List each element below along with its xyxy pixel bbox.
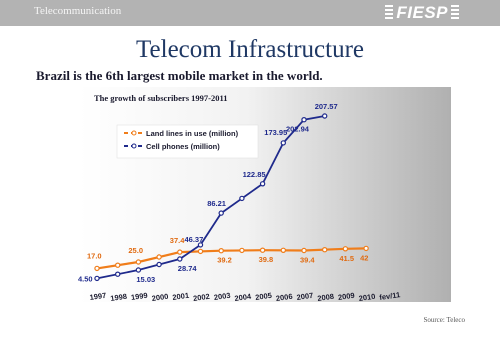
data-label-land-lines-1997: 17.0	[87, 251, 102, 261]
logo-text: FIESP	[396, 3, 448, 22]
data-label-land-lines-1999: 25.0	[128, 246, 144, 255]
data-point-land-lines-1997	[95, 266, 99, 270]
data-label-cell-phones-2006: 173.95	[264, 127, 288, 137]
legend-marker-land-lines	[132, 131, 136, 135]
x-tick-label-1999: 1999	[130, 290, 149, 302]
data-label-cell-phones-2005: 122.85	[242, 169, 266, 179]
legend-label-land-lines: Land lines in use (million)	[146, 129, 239, 138]
data-label-cell-phones-1999: 15.03	[136, 275, 156, 284]
x-tick-label-2003: 2003	[213, 290, 232, 302]
data-point-land-lines-1998	[116, 263, 120, 267]
x-tick-label-fev-11: fev/11	[378, 290, 401, 302]
data-label-land-lines-2001: 37.4	[169, 236, 185, 246]
data-point-cell-phones-1997	[95, 276, 99, 280]
x-tick-label-2005: 2005	[254, 290, 273, 302]
data-point-land-lines-2006	[281, 248, 285, 252]
source-note: Source: Teleco	[423, 316, 465, 324]
x-tick-label-1997: 1997	[89, 290, 107, 302]
data-point-land-lines-2004	[240, 248, 244, 252]
data-point-cell-phones-2007	[302, 118, 306, 122]
data-label-cell-phones-2002: 46.37	[184, 234, 204, 244]
legend-label-cell-phones: Cell phones (million)	[146, 142, 220, 151]
section-label: Telecommunication	[34, 5, 122, 17]
data-point-land-lines-2007	[302, 248, 306, 252]
slide-subtitle: Brazil is the 6th largest mobile market in the world.	[36, 68, 323, 83]
data-point-land-lines-2003	[219, 249, 223, 253]
x-tick-label-2002: 2002	[192, 291, 211, 303]
x-tick-label-2010: 2010	[358, 291, 376, 303]
data-point-land-lines-2001	[178, 250, 182, 254]
data-point-cell-phones-2005	[261, 182, 265, 186]
data-point-land-lines-2009	[343, 247, 347, 251]
data-point-land-lines-2008	[323, 248, 327, 252]
x-tick-label-2009: 2009	[337, 290, 356, 302]
data-point-land-lines-2010	[364, 246, 368, 250]
x-tick-label-2000: 2000	[151, 291, 169, 303]
data-label-cell-phones-2008: 207.57	[314, 102, 338, 111]
data-point-cell-phones-2006	[281, 141, 285, 145]
data-label-cell-phones-2007: 202.94	[286, 124, 309, 134]
slide-title: Telecom Infrastructure	[136, 36, 364, 63]
data-point-cell-phones-2001	[178, 257, 182, 261]
legend-marker-cell-phones	[132, 144, 136, 148]
data-label-land-lines-2005: 39.8	[258, 255, 274, 265]
x-tick-label-1998: 1998	[109, 291, 128, 303]
data-point-land-lines-2000	[157, 255, 161, 259]
chart-title: The growth of subscribers 1997-2011	[94, 93, 228, 103]
data-label-land-lines-2009: 41.5	[339, 253, 355, 263]
data-point-cell-phones-2000	[157, 262, 161, 266]
data-point-land-lines-2005	[261, 248, 265, 252]
data-label-cell-phones-2001: 28.74	[177, 264, 197, 273]
data-point-cell-phones-1999	[136, 268, 140, 272]
x-tick-label-2006: 2006	[275, 291, 294, 303]
data-label-land-lines-2010: 42	[360, 253, 369, 263]
data-point-land-lines-1999	[136, 260, 140, 264]
data-point-land-lines-2002	[198, 249, 202, 253]
x-tick-label-2004: 2004	[233, 291, 252, 303]
data-label-land-lines-2007: 39.4	[300, 255, 315, 265]
x-tick-label-2001: 2001	[171, 290, 190, 302]
data-point-cell-phones-1998	[116, 272, 120, 276]
x-tick-label-2007: 2007	[296, 290, 314, 302]
data-point-cell-phones-2008	[323, 114, 327, 118]
data-label-cell-phones-1997: 4.50	[78, 274, 93, 284]
data-label-land-lines-2003: 39.2	[217, 255, 232, 265]
data-label-cell-phones-2003: 86.21	[207, 199, 226, 209]
data-point-cell-phones-2003	[219, 211, 223, 215]
data-point-cell-phones-2004	[240, 196, 244, 200]
x-tick-label-2008: 2008	[316, 291, 335, 303]
